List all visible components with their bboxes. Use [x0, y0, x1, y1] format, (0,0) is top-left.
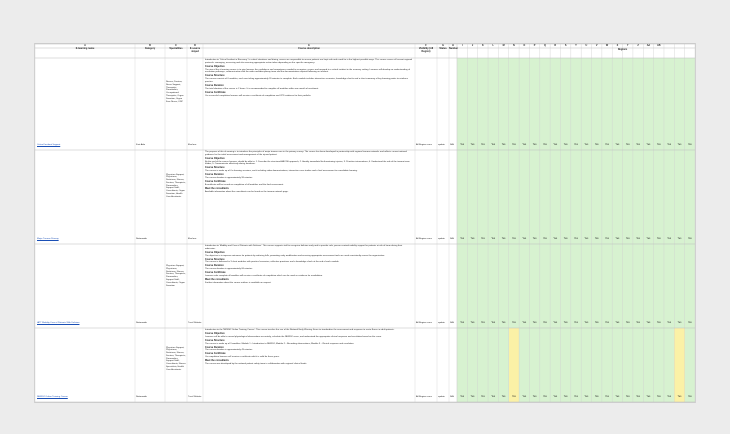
column-letter: D: [194, 44, 196, 47]
column-letter-mark[interactable]: K: [481, 44, 484, 47]
availability-mark[interactable]: Yes: [574, 144, 578, 146]
column-letter: B: [149, 44, 151, 47]
description-heading: Course Structure: [205, 74, 225, 78]
availability-mark[interactable]: Yes: [543, 144, 547, 146]
course-name-link[interactable]: Critical Incident Support: [37, 144, 61, 146]
column-header-category[interactable]: [135, 44, 165, 58]
description-heading: Course Certificate: [205, 271, 226, 275]
column-letter-mark[interactable]: W: [605, 44, 609, 47]
column-letter: A: [84, 44, 86, 47]
column-title: Category: [144, 47, 156, 50]
column-letter-mark[interactable]: J: [471, 44, 474, 47]
column-letter: E: [308, 44, 310, 47]
availability-mark[interactable]: Yes: [594, 238, 599, 240]
availability-mark[interactable]: Yes: [636, 238, 640, 240]
availability-mark[interactable]: Yes: [656, 144, 661, 146]
description-paragraph: Learners who complete all modules will receive a certificate of completion which can be used as evidence for revalidation.: [205, 274, 323, 277]
availability-mark[interactable]: Yes: [646, 238, 651, 240]
description-paragraph: The aim of the eLearning course is to give learners the confidence and competence needed to recognise, assess and respond to a critical incident in the recovery setting. Learners will develop an understanding of escalation pathways, communication with the wider multidisciplinary team and the documentation required following an incident.: [205, 68, 411, 74]
availability-mark[interactable]: Yes: [543, 322, 547, 324]
availability-mark[interactable]: Yes: [584, 144, 589, 146]
availability-mark[interactable]: Yes: [460, 144, 465, 146]
availability-mark[interactable]: Yes: [543, 238, 547, 240]
course-source: Elsa/ons: [188, 144, 197, 146]
availability-mark[interactable]: Yes: [584, 322, 589, 324]
course-status: update: [438, 238, 445, 240]
description-heading: Course Objective: [205, 156, 225, 160]
description-heading: Meet the consultants: [205, 359, 229, 363]
course-description: [205, 59, 413, 149]
availability-mark[interactable]: Yes: [522, 144, 527, 146]
column-letter: F: [425, 44, 427, 47]
column-letter-mark[interactable]: I: [461, 44, 463, 47]
description-paragraph: Further information about the course authors is available on request.: [205, 281, 272, 284]
description-heading: Course Structure: [205, 166, 225, 170]
column-letter-mark[interactable]: N: [513, 44, 515, 47]
column-letter-mark[interactable]: S: [564, 44, 567, 47]
availability-mark[interactable]: Yes: [563, 396, 568, 398]
column-title: Visibility (All Region): [418, 47, 434, 53]
description-paragraph: Introduction to 'Critical Incident in Recovery'. In critical situations and during, nurses are responsible to ensure patients are kept safe and cared for in the highest possible ways. This course covers all current regional protocols. managing, assessing and also ensuring appropriate action taken depending on the specific emergency.: [205, 59, 413, 64]
column-title: E-learning name: [75, 47, 95, 50]
description-paragraph: The course duration is approximately 90 minutes.: [205, 176, 253, 179]
course-source: Trust Website: [188, 322, 202, 324]
description-heading: Course Certificate: [205, 90, 226, 94]
availability-mark[interactable]: Yes: [553, 396, 558, 398]
availability-mark[interactable]: Yes: [491, 144, 496, 146]
availability-mark[interactable]: Yes: [480, 322, 485, 324]
description-heading: Course Objective: [205, 250, 225, 254]
availability-mark[interactable]: Yes: [677, 144, 682, 146]
course-description: [205, 245, 413, 327]
column-letter-mark[interactable]: R: [554, 44, 557, 47]
course-number: N/A: [450, 322, 454, 324]
course-status: update: [438, 322, 445, 324]
column-title: E-source stayed: [189, 47, 201, 53]
availability-mark[interactable]: Yes: [512, 238, 516, 240]
availability-mark[interactable]: Yes: [656, 396, 661, 398]
availability-mark[interactable]: Yes: [625, 238, 630, 240]
availability-mark[interactable]: Yes: [656, 238, 661, 240]
availability-mark[interactable]: Yes: [646, 144, 651, 146]
availability-mark[interactable]: Yes: [501, 396, 506, 398]
course-specialities: Nurses; Doctors; Nurse Support; Therapists; Paramedics; Occupational Therapists; Organ Donation; Organ Free Nurse; ODP: [166, 81, 184, 103]
availability-mark[interactable]: Yes: [522, 322, 527, 324]
column-header-source[interactable]: [187, 44, 203, 58]
availability-mark[interactable]: Yes: [470, 322, 475, 324]
description-paragraph: The total duration of the course is 2 hours. It is recommended to complete all modules within one month of enrolment.: [205, 87, 319, 90]
course-visibility: All Region users: [416, 396, 432, 398]
availability-mark[interactable]: Yes: [491, 322, 496, 324]
availability-mark[interactable]: Yes: [687, 238, 692, 240]
availability-mark[interactable]: Yes: [687, 322, 692, 324]
availability-mark[interactable]: Yes: [480, 396, 485, 398]
description-paragraph: The course was developed by the national patient safety team in collaboration with regional clinical leads.: [205, 362, 307, 365]
availability-mark[interactable]: Yes: [532, 396, 537, 398]
column-letter-mark[interactable]: AB: [657, 44, 661, 47]
availability-mark[interactable]: Yes: [667, 396, 671, 398]
availability-mark[interactable]: Yes: [512, 396, 516, 398]
availability-mark[interactable]: Yes: [470, 396, 475, 398]
description-heading: Course Certificate: [205, 352, 226, 356]
description-heading: Course Duration: [205, 173, 224, 177]
course-name-link[interactable]: Major Trauma Primary: [37, 238, 59, 240]
course-name-link[interactable]: IATT Mobility Care of Patients With Delirium: [37, 322, 80, 324]
course-number: N/A: [450, 396, 454, 398]
availability-mark[interactable]: Yes: [563, 322, 568, 324]
availability-mark[interactable]: Yes: [615, 322, 620, 324]
description-heading: Course Structure: [205, 257, 225, 261]
availability-mark[interactable]: Yes: [594, 322, 599, 324]
availability-mark[interactable]: Yes: [470, 144, 475, 146]
availability-mark[interactable]: Yes: [615, 238, 620, 240]
availability-mark[interactable]: Yes: [667, 322, 671, 324]
description-paragraph: The course duration is approximately 45 minutes.: [205, 349, 253, 352]
course-visibility: All Region users: [416, 144, 432, 146]
column-letter-mark[interactable]: AA: [646, 44, 651, 47]
spreadsheet: [35, 44, 695, 402]
column-letter-mark[interactable]: O: [523, 44, 526, 47]
availability-mark[interactable]: Yes: [470, 238, 475, 240]
column-header-description[interactable]: [203, 44, 415, 58]
column-letter-mark[interactable]: U: [585, 44, 588, 47]
course-visibility: All Region users: [416, 238, 432, 240]
course-number: N/A: [450, 144, 454, 146]
availability-mark[interactable]: Yes: [605, 144, 609, 146]
course-specialities: Physician Support; Physicians; Dieticians; Nurses; Doctors; Therapists; Paramedics; Support Staff; Consultants; Nurses Specialists; Health Care Assistants: [166, 346, 186, 371]
description-paragraph: The purpose of this eLearning is to introduce the principles of major trauma care in the primary survey. The course has been developed in partnership with regional trauma networks and reflects current national guidance for the initial assessment and management of the injured patient.: [205, 151, 407, 156]
course-description: [205, 151, 413, 243]
column-header-name[interactable]: [35, 44, 135, 58]
course-specialities: Physician Support; Physicians; Dieticians; Nurses; Doctors; Therapists; Paramedics; Support Staff; Consultants; Organ Donation: [166, 265, 186, 287]
description-paragraph: The course is delivered in 3 short modules with practical scenarios, reflective questions and a knowledge check at the end of each module.: [205, 261, 340, 264]
availability-mark[interactable]: Yes: [615, 396, 620, 398]
availability-mark[interactable]: Yes: [594, 396, 599, 398]
availability-mark[interactable]: Yes: [677, 396, 682, 398]
column-letter-mark[interactable]: M: [502, 44, 505, 47]
availability-mark[interactable]: Yes: [522, 396, 527, 398]
availability-mark[interactable]: Yes: [480, 238, 485, 240]
column-header-number[interactable]: [449, 44, 457, 58]
column-letter-mark[interactable]: V: [595, 44, 598, 47]
course-status: update: [438, 144, 445, 146]
availability-mark[interactable]: Yes: [512, 322, 516, 324]
description-paragraph: The course consists of 6 modules, each one taking approximately 20 minutes to complete. Each module includes interactive scenarios, knowledge checks and a short summary of key learning points to reinforce practice.: [205, 78, 408, 83]
month-group-label: Regions: [617, 48, 628, 51]
column-letter: G: [442, 44, 444, 47]
description-heading: Meet the consultants: [205, 277, 229, 281]
course-category: Nationwide: [136, 396, 147, 398]
description-paragraph: A certificate will be issued on completion of all modules and the final assessment.: [205, 183, 284, 186]
description-heading: Course Duration: [205, 83, 224, 87]
availability-mark[interactable]: Yes: [615, 144, 620, 146]
availability-mark[interactable]: Yes: [677, 322, 682, 324]
availability-mark[interactable]: Yes: [636, 396, 640, 398]
availability-mark[interactable]: Yes: [532, 238, 537, 240]
availability-mark[interactable]: Yes: [501, 322, 506, 324]
availability-mark[interactable]: Yes: [625, 322, 630, 324]
description-paragraph: The course is made up of 4 e-learning sessions, each including video demonstrations, interactive case studies and a final assessment to consolidate learning.: [205, 170, 358, 173]
availability-mark[interactable]: Yes: [667, 238, 671, 240]
availability-mark[interactable]: Yes: [563, 144, 568, 146]
availability-mark[interactable]: Yes: [625, 144, 630, 146]
availability-mark[interactable]: Yes: [574, 238, 578, 240]
availability-mark[interactable]: Yes: [677, 238, 682, 240]
description-heading: Course Structure: [205, 338, 225, 342]
column-letter-mark[interactable]: Q: [544, 44, 546, 47]
column-letter-mark[interactable]: L: [492, 44, 494, 47]
description-paragraph: The course is made up of 3 modules: Module 1 - Introduction to NEWS2; Module 2 - Recording observations; Module 3 - Clinical response and escalation.: [205, 342, 355, 345]
column-title: Status: [439, 47, 447, 50]
availability-mark[interactable]: Yes: [553, 322, 558, 324]
availability-mark[interactable]: Yes: [646, 396, 651, 398]
availability-mark[interactable]: Yes: [574, 396, 578, 398]
description-heading: Course Objective: [205, 331, 225, 335]
availability-mark[interactable]: Yes: [460, 238, 465, 240]
course-name-link[interactable]: NEWS2 Online Training Course: [37, 396, 68, 398]
course-source: Trust Website: [188, 396, 202, 398]
description-paragraph: By the end of the course learners should be able to: 1. Describe the structured ABCDE approach; 2. Identify immediate life-threatening injuries; 3. Prioritise interventions; 4. Understand the role of the trauma team leader; 5. Communicate effectively during handover.: [205, 160, 410, 166]
column-letter-mark[interactable]: T: [575, 44, 577, 47]
description-paragraph: Introduction to 'Mobility and Care of Patients with Delirium'. This course supports staff to recognise delirium early and to provide safe, person-centred mobility support for patients at risk of harm during their admission.: [205, 245, 403, 250]
column-letter-mark[interactable]: X: [616, 44, 619, 47]
column-letter: H: [452, 44, 454, 47]
availability-mark[interactable]: Yes: [584, 238, 589, 240]
description-paragraph: On successful completion learners will receive a certificate of completion and CPD evidence for their portfolio.: [205, 94, 312, 97]
availability-mark[interactable]: Yes: [512, 144, 516, 146]
availability-mark[interactable]: Yes: [543, 396, 547, 398]
availability-mark[interactable]: Yes: [553, 238, 558, 240]
course-category: First Aide: [136, 144, 146, 146]
availability-mark[interactable]: Yes: [460, 396, 465, 398]
column-letter-mark[interactable]: Z: [637, 44, 639, 47]
column-header-specialities[interactable]: [165, 44, 187, 58]
course-visibility: All Region users: [416, 322, 432, 324]
availability-mark[interactable]: Yes: [667, 144, 671, 146]
description-paragraph: The objective is to improve outcomes for patients by reducing falls, promoting early mobilisation and ensuring appropriate assessment tools are used consistently across the organisation.: [205, 254, 385, 257]
availability-mark[interactable]: Yes: [584, 396, 589, 398]
description-paragraph: The course duration is approximately 60 minutes.: [205, 268, 253, 271]
course-source: Elsa/ons: [188, 238, 197, 240]
course-specialities: Physician Support; Physicians; Dieticians; Nurses; Doctors; Therapists; Paramedics; Support Staff; Consultants; Organ Donation; Health Care Assistants: [166, 173, 186, 198]
course-category: Nationwide: [136, 238, 147, 240]
availability-mark[interactable]: Yes: [605, 238, 609, 240]
course-category: Nationwide: [136, 322, 147, 324]
availability-mark[interactable]: Yes: [594, 144, 599, 146]
availability-mark[interactable]: Yes: [687, 144, 692, 146]
availability-mark[interactable]: Yes: [480, 144, 485, 146]
column-letter-mark[interactable]: P: [533, 44, 536, 47]
availability-mark[interactable]: Yes: [636, 144, 640, 146]
column-title: Course description: [298, 47, 320, 50]
course-number: N/A: [450, 238, 454, 240]
availability-mark[interactable]: Yes: [532, 144, 537, 146]
column-header-visibility[interactable]: [415, 44, 437, 58]
description-paragraph: Learners will be able to record physiological observations accurately, calculate the NEWS2 score, and understand the appropriate clinical response and escalation based on the score.: [205, 335, 382, 338]
column-letter-mark[interactable]: Y: [626, 44, 629, 47]
availability-mark[interactable]: Yes: [491, 396, 496, 398]
availability-mark[interactable]: Yes: [574, 322, 578, 324]
column-title: Number: [449, 47, 459, 50]
availability-mark[interactable]: Yes: [605, 396, 609, 398]
description-paragraph: On completion learners will receive a certificate which is valid for three years.: [205, 356, 280, 359]
availability-mark[interactable]: Yes: [625, 396, 630, 398]
availability-mark[interactable]: Yes: [687, 396, 692, 398]
availability-mark[interactable]: Yes: [605, 322, 609, 324]
column-title: Specialities: [169, 47, 183, 50]
description-heading: Course Certificate: [205, 179, 226, 183]
course-description: [205, 329, 413, 401]
availability-mark[interactable]: Yes: [501, 238, 506, 240]
availability-mark[interactable]: Yes: [532, 322, 537, 324]
availability-mark[interactable]: Yes: [563, 238, 568, 240]
description-heading: Course Objective: [205, 64, 225, 68]
description-paragraph: Introduction to the 'NEWS2 Online Training Course'. This course teaches the use of the National Early Warning Score to standardise the assessment and response to acute illness in adult patients.: [205, 329, 395, 331]
availability-mark[interactable]: Yes: [501, 144, 506, 146]
availability-mark[interactable]: Yes: [460, 322, 465, 324]
availability-mark[interactable]: Yes: [491, 238, 496, 240]
availability-mark[interactable]: Yes: [553, 144, 558, 146]
description-heading: Course Duration: [205, 264, 224, 268]
availability-mark[interactable]: Yes: [656, 322, 661, 324]
column-letter: C: [175, 44, 177, 47]
availability-mark[interactable]: Yes: [636, 322, 640, 324]
description-paragraph: Available information about the consultants can be found on the trauma network page.: [205, 190, 289, 193]
availability-mark[interactable]: Yes: [522, 238, 527, 240]
availability-mark[interactable]: Yes: [646, 322, 651, 324]
course-status: update: [438, 396, 445, 398]
sheet-grid: [35, 44, 695, 402]
column-header-status[interactable]: [437, 44, 449, 58]
description-heading: Meet the consultants: [205, 186, 229, 190]
description-heading: Course Duration: [205, 345, 224, 349]
